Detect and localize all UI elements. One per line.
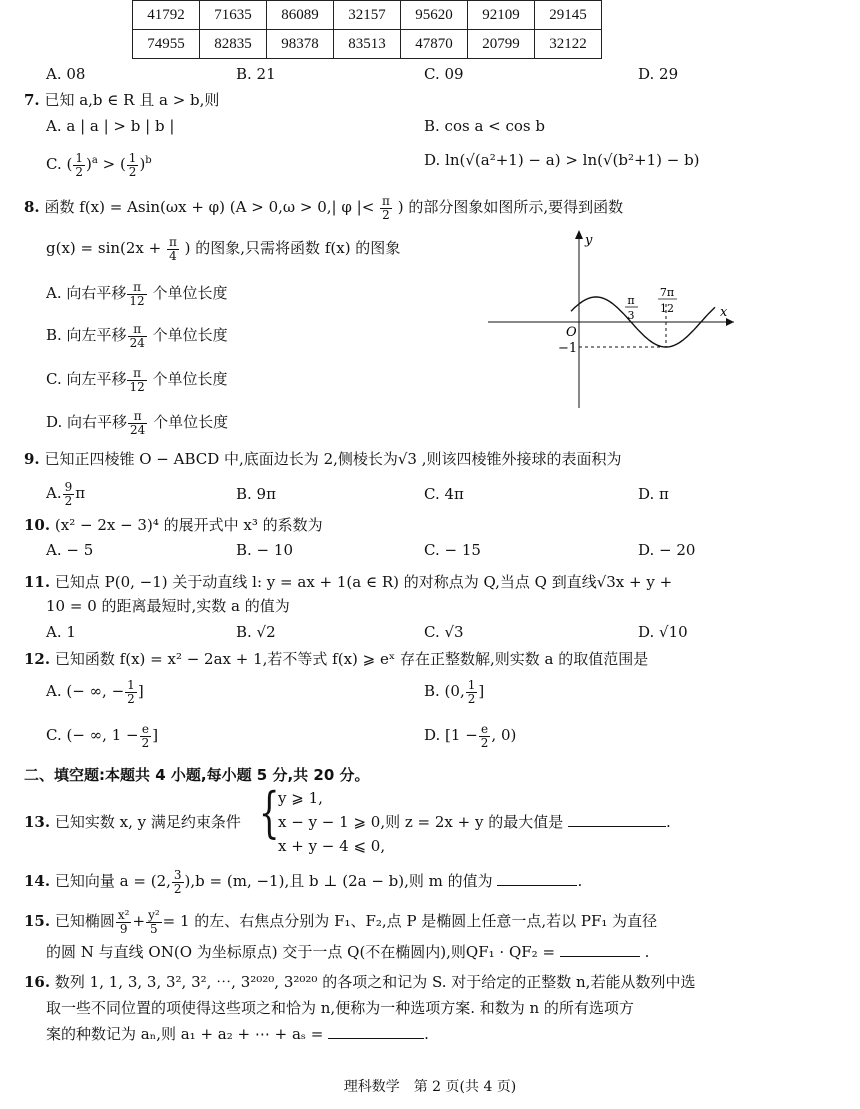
tick-pi-over-3-num: π — [627, 294, 635, 307]
q12-option-d — [424, 720, 516, 750]
question-text: 数列 1, 1, 3, 3, 3², 3², ⋯, 3²⁰²⁰, 3²⁰²⁰ 的各项之和记为 S. 对于给定的正整数 n,若能从数列中选 — [54, 973, 696, 991]
q13-constraint-3: x + y − 4 ⩽ 0, — [278, 837, 386, 855]
fraction: $\frac{\pi}{24}$ — [130, 408, 146, 437]
answer-blank[interactable] — [497, 871, 577, 886]
q10-stem — [24, 515, 323, 535]
q13-stem — [24, 812, 241, 832]
option-text: 个单位长度 — [153, 413, 229, 431]
option-text: C. 向左平移 — [46, 370, 127, 388]
q9-option-a — [46, 478, 85, 508]
fraction: $\frac{\pi}{24}$ — [129, 321, 145, 350]
q7-stem — [24, 90, 219, 110]
q16-stem-line1 — [24, 972, 695, 992]
brace-symbol: { — [258, 781, 280, 844]
question-text: 的圆 N 与直线 ON(O 为坐标原点) 交于一点 Q(不在椭圆内),则QF₁ · QF₂ = — [46, 943, 556, 961]
question-text: g(x) = sin(2x + — [46, 239, 162, 257]
option-label: A. — [46, 484, 62, 502]
table-cell: 74955 — [133, 30, 200, 59]
table-cell: 71635 — [200, 1, 267, 30]
fraction: $\frac{1}{2}$ — [127, 677, 135, 706]
option-text: 个单位长度 — [152, 370, 228, 388]
table-row — [133, 1, 602, 30]
question-number: 7. — [24, 91, 40, 109]
q11-option-d: D. √10 — [638, 623, 688, 641]
q12-stem — [24, 649, 648, 669]
q14-stem — [24, 866, 582, 896]
period: . — [424, 1025, 429, 1043]
sine-graph — [488, 226, 740, 410]
fraction: $\frac{\pi}{12}$ — [129, 365, 145, 394]
table-cell: 95620 — [401, 1, 468, 30]
question-number: 10. — [24, 516, 51, 534]
q10-option-b: B. − 10 — [236, 541, 293, 559]
fraction: $\frac{1}{2}$ — [75, 150, 83, 179]
question-text: ) 的图象,只需将函数 f(x) 的图象 — [184, 239, 401, 257]
q10-option-c: C. − 15 — [424, 541, 481, 559]
q12-option-b — [424, 676, 484, 706]
option-text: ] — [152, 726, 159, 744]
question-number: 11. — [24, 573, 51, 591]
q12-option-c — [46, 720, 158, 750]
q9-stem — [24, 449, 622, 469]
option-text: , 0) — [491, 726, 517, 744]
q11-option-a: A. 1 — [46, 623, 76, 641]
fraction: $\frac{e}{2}$ — [141, 721, 150, 750]
fraction: $\frac{\text{y²}}{5}$ — [148, 907, 160, 936]
fraction: $\frac{\pi}{2}$ — [382, 193, 390, 222]
y-axis-arrow — [575, 230, 583, 239]
question-text: ) 的部分图象如图所示,要得到函数 — [397, 198, 624, 216]
q6-option-b: B. 21 — [236, 65, 276, 83]
question-number: 13. — [24, 813, 51, 831]
option-text: A. (− ∞, − — [46, 682, 125, 700]
question-text: 则 z = 2x + y 的最大值是 — [385, 813, 564, 831]
tick-pi-over-3-den: 3 — [627, 309, 635, 322]
q10-option-d: D. − 20 — [638, 541, 696, 559]
q9-option-c: C. 4π — [424, 485, 464, 503]
period: . — [666, 813, 671, 831]
table-cell: 41792 — [133, 1, 200, 30]
random-number-table — [132, 0, 602, 59]
question-text: 已知点 P(0, −1) 关于动直线 l: y = ax + 1(a ∈ R) 的对称点为 Q,当点 Q 到直线√3x + y + — [54, 573, 673, 591]
table-cell: 82835 — [200, 30, 267, 59]
greater-than-sign: > — [102, 155, 116, 173]
question-text: 已知 a,b ∈ R 且 a > b,则 — [44, 91, 220, 109]
section-heading: 二、填空题:本题共 4 小题,每小题 5 分,共 20 分。 — [24, 766, 370, 784]
q13-constraint-2 — [278, 812, 671, 832]
table-cell: 47870 — [401, 30, 468, 59]
table-cell: 29145 — [535, 1, 602, 30]
q8-option-b — [46, 320, 228, 350]
q7-option-c: C. ( $\frac{1}{2}$ )$^a$ > ( $\frac{1}{2}$ )$^b$ — [46, 150, 152, 179]
q11-stem-line2: 10 = 0 的距离最短时,实数 a 的值为 — [46, 597, 290, 615]
q16-stem-line2: 取一些不同位置的项使得这些项之和恰为 n,便称为一种选项方案. 和数为 n 的所有选项方 — [46, 999, 634, 1017]
option-text: B. (0, — [424, 682, 465, 700]
fraction: $\frac{9}{2}$ — [64, 479, 73, 508]
question-number: 16. — [24, 973, 51, 991]
option-text: 个单位长度 — [152, 326, 228, 344]
option-text: A. 向右平移 — [46, 284, 127, 302]
fraction: $\frac{\text{x²}}{9}$ — [117, 907, 130, 936]
q8-option-d — [46, 407, 228, 437]
period: . — [577, 872, 583, 890]
question-number: 15. — [24, 912, 51, 930]
option-label: C. — [46, 155, 62, 173]
question-text: = 1 的左、右焦点分别为 F₁、F₂,点 P 是椭圆上任意一点,若以 PF₁ 为直径 — [162, 912, 658, 930]
option-text: ] — [137, 682, 144, 700]
q15-stem-line2 — [46, 942, 649, 962]
option-text: π — [75, 484, 86, 502]
q7-option-d: D. ln(√(a²+1) − a) > ln(√(b²+1) − b) — [424, 151, 700, 169]
table-cell: 20799 — [468, 30, 535, 59]
q8-stem-line2 — [46, 233, 400, 263]
fraction: $\frac{e}{2}$ — [480, 721, 489, 750]
answer-blank[interactable] — [328, 1024, 424, 1039]
table-cell: 86089 — [267, 1, 334, 30]
question-text: 已知向量 a = — [54, 872, 146, 890]
question-number: 9. — [24, 450, 40, 468]
q8-option-a — [46, 278, 227, 308]
q8-option-c — [46, 364, 228, 394]
option-text: B. 向左平移 — [46, 326, 127, 344]
question-number: 14. — [24, 872, 51, 890]
vector-text: (2, — [150, 872, 171, 890]
q11-stem-line1 — [24, 572, 672, 592]
q7-option-b: B. cos a < cos b — [424, 117, 546, 135]
y-axis-label: y — [585, 233, 593, 248]
tick-7pi-over-12-den: 12 — [660, 302, 674, 315]
q7-option-a: A. a | a | > b | b | — [46, 117, 175, 135]
q13-constraint-1: y ⩾ 1, — [278, 789, 323, 807]
constraint-text: x − y − 1 ⩾ 0, — [278, 813, 386, 831]
table-cell: 83513 — [334, 30, 401, 59]
origin-label: O — [566, 325, 577, 340]
table-cell: 92109 — [468, 1, 535, 30]
question-text: 已知正四棱锥 O − ABCD 中,底面边长为 2,侧棱长为√3 ,则该四棱锥外接球的表面积为 — [44, 450, 622, 468]
option-text: D. 向右平移 — [46, 413, 128, 431]
q11-option-c: C. √3 — [424, 623, 464, 641]
page-footer: 理科数学 第 2 页(共 4 页) — [343, 1079, 517, 1095]
q15-stem-line1 — [24, 906, 657, 936]
q6-option-a: A. 08 — [46, 65, 86, 83]
question-text: (x² − 2x − 3)⁴ 的展开式中 x³ 的系数为 — [54, 516, 323, 534]
q6-option-d: D. 29 — [638, 65, 679, 83]
minus-one-label: −1 — [558, 341, 578, 356]
vector-text: ) — [184, 872, 191, 890]
table-cell: 98378 — [267, 30, 334, 59]
table-cell: 32122 — [535, 30, 602, 59]
table-cell: 32157 — [334, 1, 401, 30]
question-text: 函数 f(x) = Asin(ωx + φ) (A > 0,ω > 0,| φ |< — [44, 198, 375, 216]
x-axis-label: x — [720, 305, 728, 320]
q8-stem-line1 — [24, 192, 623, 222]
q12-option-a — [46, 676, 144, 706]
period: . — [644, 943, 650, 961]
fraction: $\frac{1}{2}$ — [128, 150, 137, 179]
question-number: 8. — [24, 198, 40, 216]
question-text: 已知实数 x, y 满足约束条件 — [54, 813, 241, 831]
q9-option-b: B. 9π — [236, 485, 276, 503]
plus-sign: + — [132, 912, 146, 930]
option-text: 个单位长度 — [152, 284, 228, 302]
question-text: 已知函数 f(x) = x² − 2ax + 1,若不等式 f(x) ⩾ eˣ 存在正整数解,则实数 a 的取值范围是 — [54, 650, 649, 668]
tick-7pi-over-12-num: 7π — [659, 286, 675, 299]
question-text: 已知椭圆 — [54, 912, 115, 930]
q16-stem-line3 — [46, 1024, 429, 1044]
fraction: $\frac{1}{2}$ — [467, 677, 476, 706]
option-text: C. (− ∞, 1 − — [46, 726, 139, 744]
option-text: D. [1 − — [424, 726, 478, 744]
question-number: 12. — [24, 650, 51, 668]
q9-option-d: D. π — [638, 485, 669, 503]
answer-blank[interactable] — [568, 812, 666, 827]
option-text: ] — [478, 682, 485, 700]
q6-option-c: C. 09 — [424, 65, 464, 83]
q11-option-b: B. √2 — [236, 623, 276, 641]
question-text: ,b = (m, −1),且 b ⊥ (2a − b),则 m 的值为 — [190, 872, 493, 890]
fraction: $\frac{\pi}{12}$ — [129, 279, 145, 308]
q10-option-a: A. − 5 — [46, 541, 94, 559]
fraction: $\frac{\pi}{4}$ — [169, 234, 177, 263]
answer-blank[interactable] — [560, 942, 640, 957]
table-row — [133, 30, 602, 59]
fraction: $\frac{3}{2}$ — [173, 867, 182, 896]
question-text: 案的种数记为 aₙ,则 a₁ + a₂ + ⋯ + aₛ = — [46, 1025, 324, 1043]
